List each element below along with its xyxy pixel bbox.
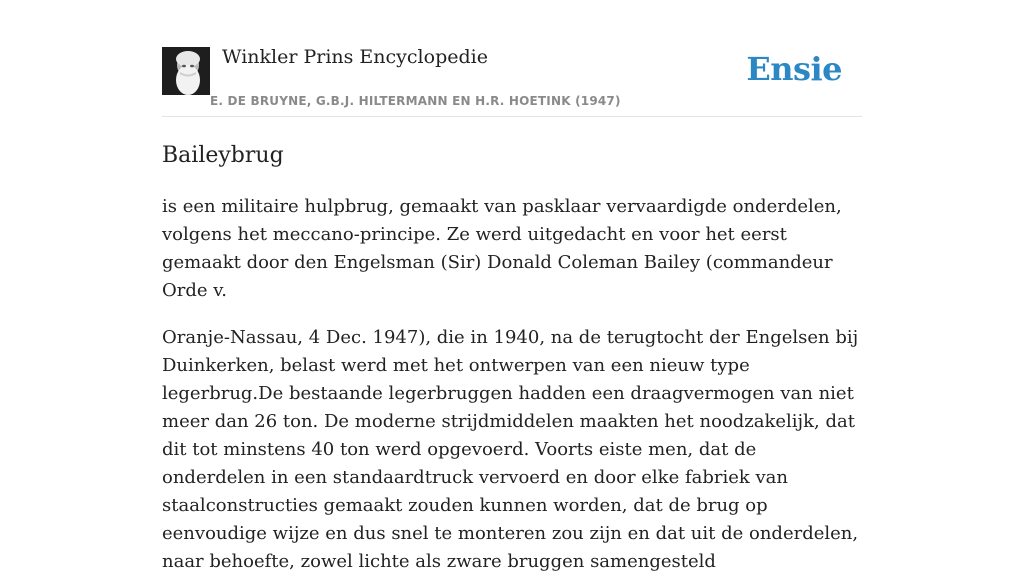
header bbox=[162, 0, 862, 117]
bearded-man-portrait-icon bbox=[162, 47, 210, 95]
entry-title: Baileybrug bbox=[162, 143, 284, 168]
authors: E. DE BRUYNE, G.B.J. HILTERMANN EN H.R. HOETINK (1947) bbox=[210, 94, 621, 108]
book-title[interactable]: Winkler Prins Encyclopedie bbox=[222, 46, 488, 68]
brand-logo[interactable]: Ensie bbox=[746, 50, 842, 88]
avatar[interactable] bbox=[162, 47, 210, 95]
page bbox=[162, 0, 862, 576]
paragraph-1: is een militaire hulpbrug, gemaakt van pasklaar vervaardigde onderdelen, volgens het meccano-principe. Ze werd uitgedacht en voor het eerst gemaakt door den Engelsman (Sir) Donald Coleman Bailey (commandeur Orde v. bbox=[162, 196, 842, 301]
paragraph-2: Oranje-Nassau, 4 Dec. 1947), die in 1940, na de terugtocht der Engelsen bij Duinkerken, belast werd met het ontwerpen van een nieuw type legerbrug.De bestaande legerbruggen hadden een draagvermogen van niet meer dan 26 ton. De moderne strijdmiddelen maakten het noodzakelijk, dat dit tot minstens 40 ton werd opgevoerd. Voorts eiste men, dat de onderdelen in een standaardtruck vervoerd en door elke fabriek van staalconstructies gemaakt zouden kunnen worden, dat de brug op eenvoudige wijze en dus snel te monteren zou zijn en dat uit de onderdelen, naar behoefte, zowel lichte als zware bruggen samengesteld bbox=[162, 327, 859, 572]
